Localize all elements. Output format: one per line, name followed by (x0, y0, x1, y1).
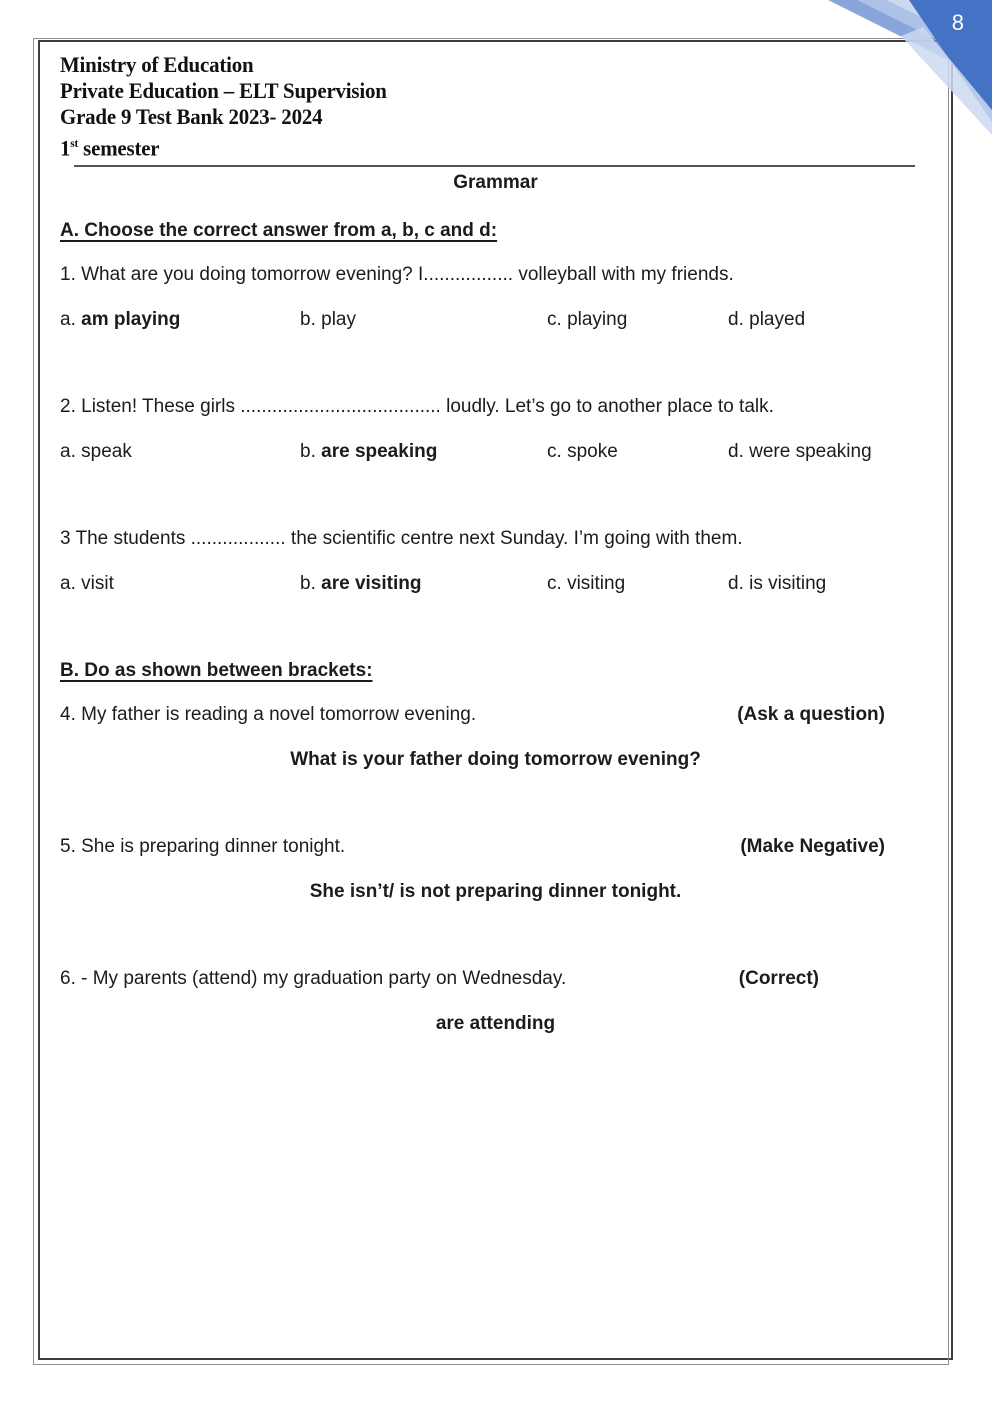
page-content (40, 42, 951, 1035)
option-3a: a. visit (60, 573, 114, 595)
question-6 (60, 968, 931, 990)
question-2-options (60, 441, 931, 463)
question-5 (60, 836, 931, 858)
content-frame (38, 40, 953, 1360)
question-5-text: 5. She is preparing dinner tonight. (60, 836, 346, 858)
header-line-ministry: Ministry of Education (60, 52, 254, 77)
header-line-semester: 1st semester (60, 135, 160, 161)
question-5-answer: She isn’t/ is not preparing dinner tonight. (309, 881, 682, 903)
question-6-answer: are attending (435, 1013, 556, 1035)
corner-triangles-graphic (828, 0, 992, 140)
page-title: Grammar (453, 172, 538, 194)
page-number: 8 (951, 10, 964, 35)
option-1a: a. am playing (60, 309, 181, 331)
section-b-heading: B. Do as shown between brackets: (60, 660, 373, 682)
option-2d: d. were speaking (728, 441, 872, 463)
question-6-instruction: (Correct) (738, 968, 819, 990)
option-1d: d. played (728, 309, 806, 331)
option-3c: c. visiting (547, 573, 626, 595)
document-header (60, 42, 887, 161)
option-1c: c. playing (547, 309, 628, 331)
question-6-text: 6. - My parents (attend) my graduation party on Wednesday. (60, 968, 567, 990)
option-3d: d. is visiting (728, 573, 827, 595)
header-line-testbank: Grade 9 Test Bank 2023- 2024 (60, 104, 323, 129)
section-a-heading: A. Choose the correct answer from a, b, c and d: (60, 220, 498, 242)
question-2: 2. Listen! These girls ...................................... loudly. Let’s go to another place to talk. (60, 396, 774, 418)
question-4 (60, 704, 931, 726)
header-divider (74, 165, 915, 167)
question-3-options (60, 573, 931, 595)
question-3: 3 The students .................. the scientific centre next Sunday. I’m going with them. (60, 528, 743, 550)
question-1: 1. What are you doing tomorrow evening? I................. volleyball with my friends. (60, 264, 734, 286)
question-4-answer: What is your father doing tomorrow evening? (290, 749, 701, 771)
option-2c: c. spoke (547, 441, 618, 463)
question-5-instruction: (Make Negative) (740, 836, 885, 858)
header-line-department: Private Education – ELT Supervision (60, 78, 387, 103)
option-2a: a. speak (60, 441, 132, 463)
option-1b: b. play (300, 309, 356, 331)
question-1-options (60, 309, 931, 331)
question-4-text: 4. My father is reading a novel tomorrow evening. (60, 704, 477, 726)
question-4-instruction: (Ask a question) (737, 704, 885, 726)
option-2b: b. are speaking (300, 441, 438, 463)
page-corner-decoration (828, 0, 992, 140)
option-3b: b. are visiting (300, 573, 422, 595)
